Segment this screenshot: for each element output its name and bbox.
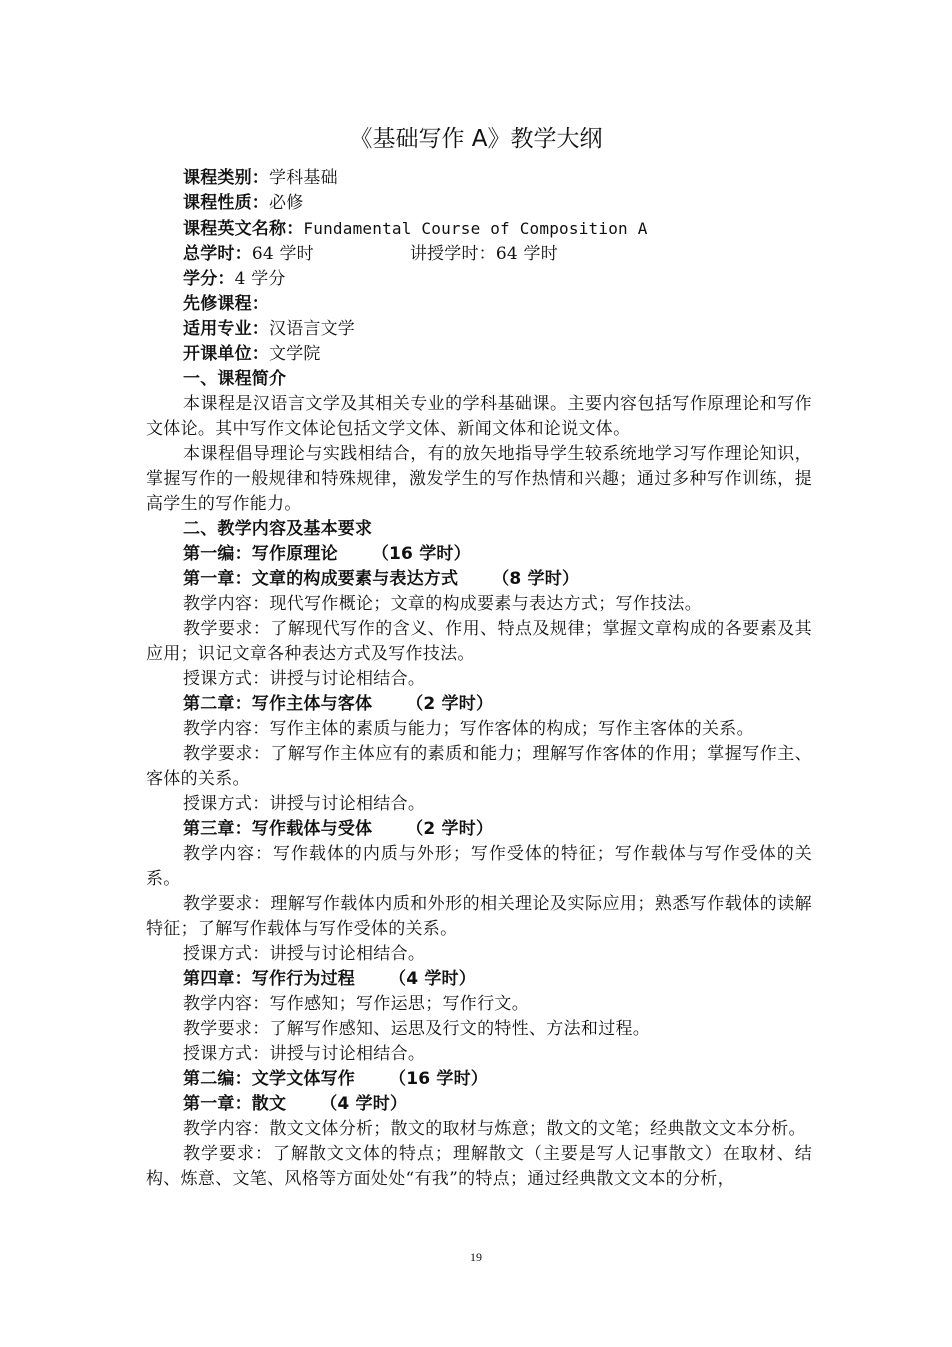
meta-english-name <box>146 216 812 242</box>
part-hours: （16 学时） <box>371 544 471 564</box>
meta-credits <box>146 267 812 292</box>
chapter-heading <box>146 967 812 992</box>
paragraph: 教学要求：理解写作载体内质和外形的相关理论及实际应用；熟悉写作载体的读解特征；了解写作载体与写作受体的关系。 <box>146 894 812 939</box>
meta-nature <box>146 191 812 216</box>
meta-value: Fundamental Course of Composition A <box>303 219 648 238</box>
chapter-title: 第一章：散文 <box>183 1094 287 1114</box>
paragraph: 本课程是汉语言文学及其相关专业的学科基础课。主要内容包括写作原理论和写作文体论。其中写作文体论包括文学文体、新闻文体和论说文体。 <box>146 394 812 439</box>
chapter-title: 第三章：写作载体与受体 <box>183 819 373 839</box>
meta-unit <box>146 342 812 367</box>
part-hours: （16 学时） <box>389 1069 488 1089</box>
meta-label: 课程英文名称： <box>183 219 304 239</box>
paragraph: 授课方式：讲授与讨论相结合。 <box>183 944 426 964</box>
meta-category <box>146 166 812 191</box>
paragraph: 教学内容：现代写作概论；文章的构成要素与表达方式；写作技法。 <box>183 594 702 614</box>
paragraph: 教学要求：了解现代写作的含义、作用、特点及规律；掌握文章构成的各要素及其应用；识记文章各种表达方式及写作技法。 <box>146 619 812 664</box>
meta-hours <box>146 242 812 267</box>
meta-label: 课程类别： <box>183 168 269 188</box>
meta-label: 先修课程： <box>183 294 269 314</box>
paragraph: 授课方式：讲授与讨论相结合。 <box>183 1044 426 1064</box>
meta-value: 学科基础 <box>269 168 338 188</box>
chapter-title: 第一章：文章的构成要素与表达方式 <box>183 569 459 589</box>
meta-label: 开课单位： <box>183 344 269 364</box>
document-body <box>146 166 812 1192</box>
paragraph: 本课程倡导理论与实践相结合，有的放矢地指导学生较系统地学习写作理论知识，掌握写作的一般规律和特殊规律，激发学生的写作热情和兴趣；通过多种写作训练，提高学生的写作能力。 <box>146 444 812 514</box>
chapter-hours: （2 学时） <box>406 694 494 714</box>
paragraph: 教学内容：散文文体分析；散文的取材与炼意；散文的文笔；经典散文文本分析。 <box>183 1119 806 1139</box>
meta-value: 文学院 <box>269 344 321 364</box>
chapter-hours: （4 学时） <box>389 969 476 989</box>
chapter-heading <box>146 567 812 592</box>
paragraph: 教学要求：了解写作感知、运思及行文的特性、方法和过程。 <box>183 1019 651 1039</box>
section-heading: 二、教学内容及基本要求 <box>183 519 373 539</box>
document-title: 《基础写作 A》教学大纲 <box>349 126 603 152</box>
meta-prerequisite <box>146 292 812 317</box>
meta-value: 64 学时 <box>495 244 558 264</box>
paragraph: 教学内容：写作感知；写作运思；写作行文。 <box>183 994 529 1014</box>
chapter-heading <box>146 692 812 717</box>
chapter-heading <box>146 817 812 842</box>
meta-label: 学分： <box>183 269 235 289</box>
chapter-title: 第二章：写作主体与客体 <box>183 694 373 714</box>
section-heading: 一、课程简介 <box>183 369 287 389</box>
paragraph: 教学内容：写作载体的内质与外形；写作受体的特征；写作载体与写作受体的关系。 <box>146 844 812 889</box>
chapter-heading <box>146 1092 812 1117</box>
part-heading <box>146 542 812 567</box>
meta-label: 课程性质： <box>183 193 269 213</box>
meta-label: 总学时： <box>183 244 252 264</box>
part-heading <box>146 1067 812 1092</box>
paragraph: 教学内容：写作主体的素质与能力；写作客体的构成；写作主客体的关系。 <box>183 719 754 739</box>
page-number: 19 <box>470 1250 482 1264</box>
meta-value: 必修 <box>269 193 304 213</box>
part-title: 第一编：写作原理论 <box>183 544 338 564</box>
part-title: 第二编：文学文体写作 <box>183 1069 355 1089</box>
chapter-hours: （2 学时） <box>406 819 494 839</box>
meta-label: 适用专业： <box>183 319 269 339</box>
paragraph: 教学要求：了解写作主体应有的素质和能力；理解写作客体的作用；掌握写作主、客体的关系。 <box>146 744 812 789</box>
meta-label: 讲授学时： <box>409 244 496 264</box>
chapter-hours: （8 学时） <box>492 569 580 589</box>
paragraph: 授课方式：讲授与讨论相结合。 <box>183 669 426 689</box>
meta-value: 4 学分 <box>234 269 286 289</box>
meta-major <box>146 317 812 342</box>
chapter-hours: （4 学时） <box>320 1094 408 1114</box>
meta-value: 64 学时 <box>251 244 314 264</box>
paragraph: 教学要求：了解散文文体的特点；理解散文（主要是写人记事散文）在取材、结构、炼意、文笔、风格等方面处处“有我”的特点；通过经典散文文本的分析， <box>146 1144 812 1189</box>
meta-value: 汉语言文学 <box>269 319 355 339</box>
chapter-title: 第四章：写作行为过程 <box>183 969 355 989</box>
paragraph: 授课方式：讲授与讨论相结合。 <box>183 794 426 814</box>
